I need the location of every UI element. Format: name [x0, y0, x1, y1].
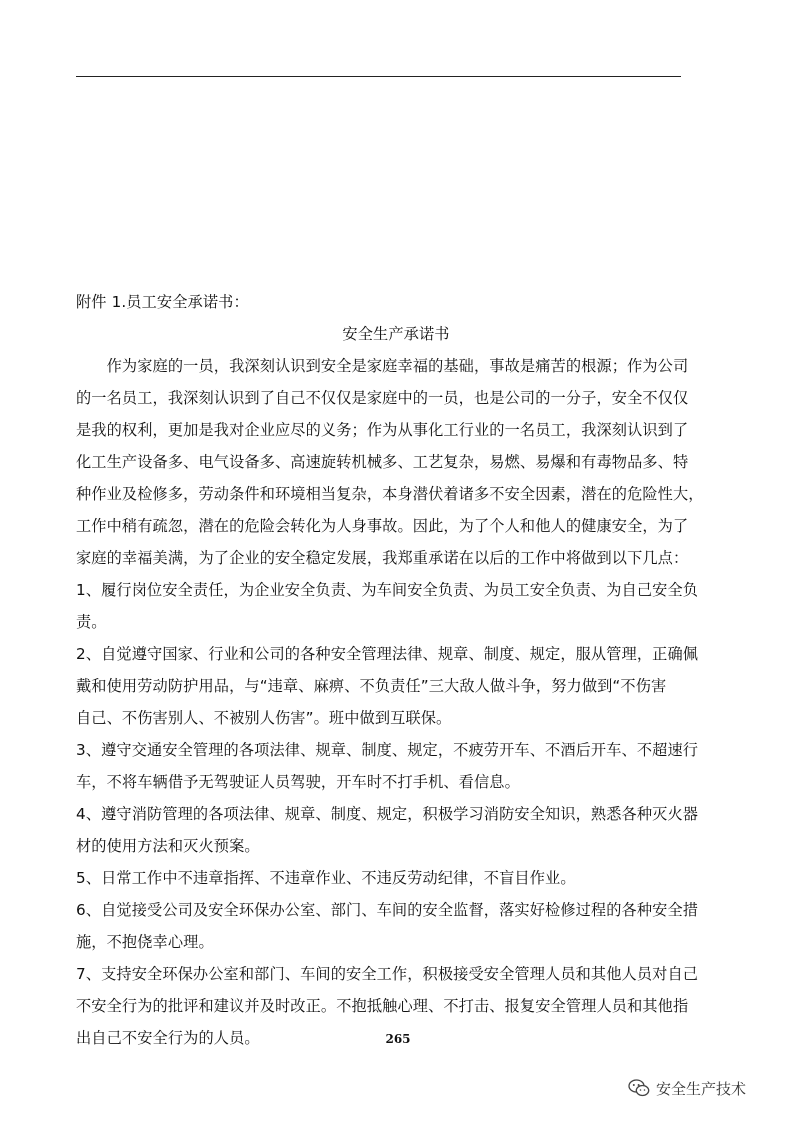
commitment-item-2-cont: 自己、不伤害别人、不被别人伤害”。班中做到互联保。: [76, 709, 452, 727]
commitment-item-7: 7、支持安全环保办公室和部门、车间的安全工作，积极接受安全管理人员和其他人员对自己: [76, 965, 699, 983]
commitment-item-3: 3、遵守交通安全管理的各项法律、规章、制度、规定，不疲劳开车、不酒后开车、不超速行: [76, 741, 699, 759]
paragraph-line: 工作中稍有疏忽，潜在的危险会转化为人身事故。因此，为了个人和他人的健康安全，为了: [76, 517, 689, 535]
source-watermark: [628, 1072, 746, 1104]
commitment-item-4: 4、遵守消防管理的各项法律、规章、制度、规定，积极学习消防安全知识，熟悉各种灭火器: [76, 805, 699, 823]
paragraph-line: 是我的权利，更加是我对企业应尽的义务；作为从事化工行业的一名员工，我深刻认识到了: [76, 421, 689, 439]
document-title: 安全生产承诺书: [342, 325, 450, 343]
page-number: 265: [385, 1032, 411, 1046]
document-body: [76, 286, 716, 1054]
commitment-item-5: 5、日常工作中不违章指挥、不违章作业、不违反劳动纪律，不盲目作业。: [76, 869, 576, 887]
paragraph-line: 家庭的幸福美满，为了企业的安全稳定发展，我郑重承诺在以后的工作中将做到以下几点：: [76, 549, 689, 567]
paragraph-line: 种作业及检修多，劳动条件和环境相当复杂，本身潜伏着诸多不安全因素，潜在的危险性大，: [76, 485, 704, 503]
attachment-heading: 附件 1.员工安全承诺书：: [76, 293, 249, 311]
paragraph-line: 化工生产设备多、电气设备多、高速旋转机械多、工艺复杂，易燃、易爆和有毒物品多、特: [76, 453, 689, 471]
commitment-item-2: 2、自觉遵守国家、行业和公司的各种安全管理法律、规章、制度、规定，服从管理，正确佩: [76, 645, 699, 663]
paragraph-line: 的一名员工，我深刻认识到了自己不仅仅是家庭中的一员，也是公司的一分子，安全不仅仅: [76, 389, 689, 407]
commitment-item-4-cont: 材的使用方法和灭火预案。: [76, 837, 260, 855]
header-rule: [76, 76, 681, 77]
commitment-item-7-cont: 不安全行为的批评和建议并及时改正。不抱抵触心理、不打击、报复安全管理人员和其他指: [76, 997, 689, 1015]
commitment-item-7-cont: 出自己不安全行为的人员。: [76, 1029, 260, 1047]
commitment-item-3-cont: 车，不将车辆借予无驾驶证人员驾驶，开车时不打手机、看信息。: [76, 773, 520, 791]
commitment-item-6: 6、自觉接受公司及安全环保办公室、部门、车间的安全监督，落实好检修过程的各种安全措: [76, 901, 699, 919]
commitment-item-1-cont: 责。: [76, 613, 107, 631]
commitment-item-6-cont: 施，不抱侥幸心理。: [76, 933, 214, 951]
paragraph-line: 作为家庭的一员，我深刻认识到安全是家庭幸福的基础，事故是痛苦的根源；作为公司: [76, 357, 689, 375]
commitment-item-1: 1、履行岗位安全责任，为企业安全负责、为车间安全负责、为员工安全负责、为自己安全负: [76, 581, 699, 599]
commitment-item-2-cont: 戴和使用劳动防护用品，与“违章、麻痹、不负责任”三大敌人做斗争，努力做到“不伤害: [76, 677, 667, 695]
wechat-icon: [628, 1079, 650, 1097]
watermark-label: 安全生产技术: [656, 1079, 747, 1098]
